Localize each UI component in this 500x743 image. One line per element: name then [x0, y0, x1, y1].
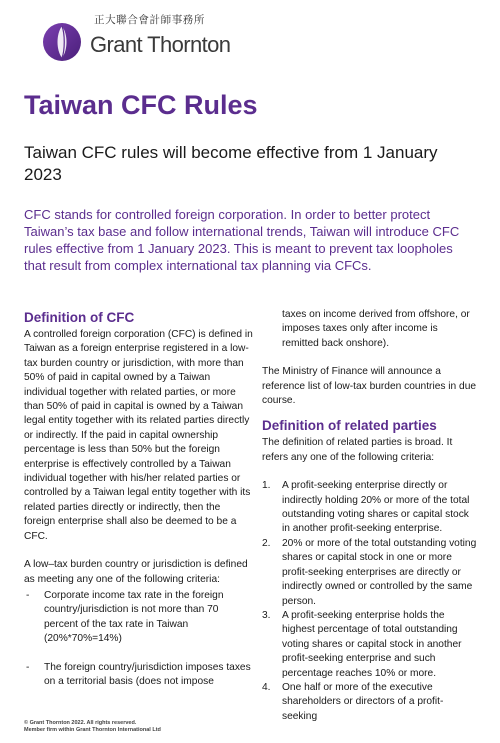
criteria-continued-text: taxes on income derived from offshore, or imposes taxes only after income is remitted back onshore).	[282, 309, 470, 349]
copyright-text: © Grant Thornton 2022. All rights reserved.	[24, 720, 137, 726]
header	[42, 8, 262, 64]
cfc-definition-paragraph: A controlled foreign corporation (CFC) is defined in Taiwan as a foreign enterprise registered in a low-tax burden country or jurisdiction, with more than 50% of paid in capital owned by a Taiwan individual together with related parties, or more than 50% of paid in capital is owned by a Taiwan legal entity together with its related parties directly or indirectly. If the paid in capital ownership percentage is less than 50% but the foreign enterprise is effectively controlled by a Taiwan individual together with his/her related parties or controlled by a Taiwan legal entity together with its related parties directly or indirectly, then the foreign enterprise shall also be deemed to be a CFC.	[24, 329, 253, 542]
right-column	[262, 308, 477, 724]
subtitle: Taiwan CFC rules will become effective from 1 January 2023	[24, 143, 438, 184]
low-tax-definition-paragraph: A low–tax burden country or jurisdiction is defined as meeting any one of the following criteria:	[24, 559, 248, 585]
list-item: - The foreign country/jurisdiction imposes taxes on a territorial basis (does not impose	[24, 661, 254, 690]
related-parties-list	[262, 479, 477, 724]
left-column	[24, 310, 254, 703]
grant-thornton-logo-icon	[42, 22, 82, 62]
list-item: 1. A profit-seeking enterprise directly or indirectly holding 20% or more of the total outstanding voting shares or capital stock in another profit-seeking enterprise.	[262, 480, 470, 535]
chinese-firm-name: 正大聯合會計師事務所	[94, 14, 205, 26]
footer	[24, 720, 161, 734]
heading-definition-of-cfc: Definition of CFC	[24, 310, 135, 325]
member-firm-text: Member firm within Grant Thornton International Ltd	[24, 727, 161, 733]
list-item: 3. A profit-seeking enterprise holds the highest percentage of total outstanding voting shares or capital stock in another profit-seeking enterprise and such percentage reaches 10% or more.	[262, 609, 462, 679]
heading-definition-of-related-parties: Definition of related parties	[262, 418, 437, 434]
intro-paragraph: CFC stands for controlled foreign corporation. In order to better protect Taiwan’s tax base and follow international trends, Taiwan will introduce CFC rules effective from 1 January 2023. This is meant to prevent tax loopholes that result from complex international tax planning via CFCs.	[24, 207, 460, 273]
list-item: - Corporate income tax rate in the foreign country/jurisdiction is not more than 70 percent of the tax rate in Taiwan (20%*70%=14%)	[24, 589, 254, 647]
list-item: 2. 20% or more of the total outstanding voting shares or capital stock in one or more profit-seeking enterprises are directly or indirectly owned or controlled by the same person.	[262, 537, 477, 607]
low-tax-criteria-list	[24, 589, 254, 689]
related-parties-intro: The definition of related parties is broad. It refers any one of the following criteria:	[262, 437, 453, 463]
ministry-note-paragraph: The Ministry of Finance will announce a reference list of low-tax burden countries in due course.	[262, 366, 477, 407]
page-title: Taiwan CFC Rules	[24, 90, 258, 120]
brand-name: Grant Thornton	[90, 32, 231, 57]
list-item: 4. One half or more of the executive shareholders or directors of a profit-seeking	[262, 681, 444, 722]
